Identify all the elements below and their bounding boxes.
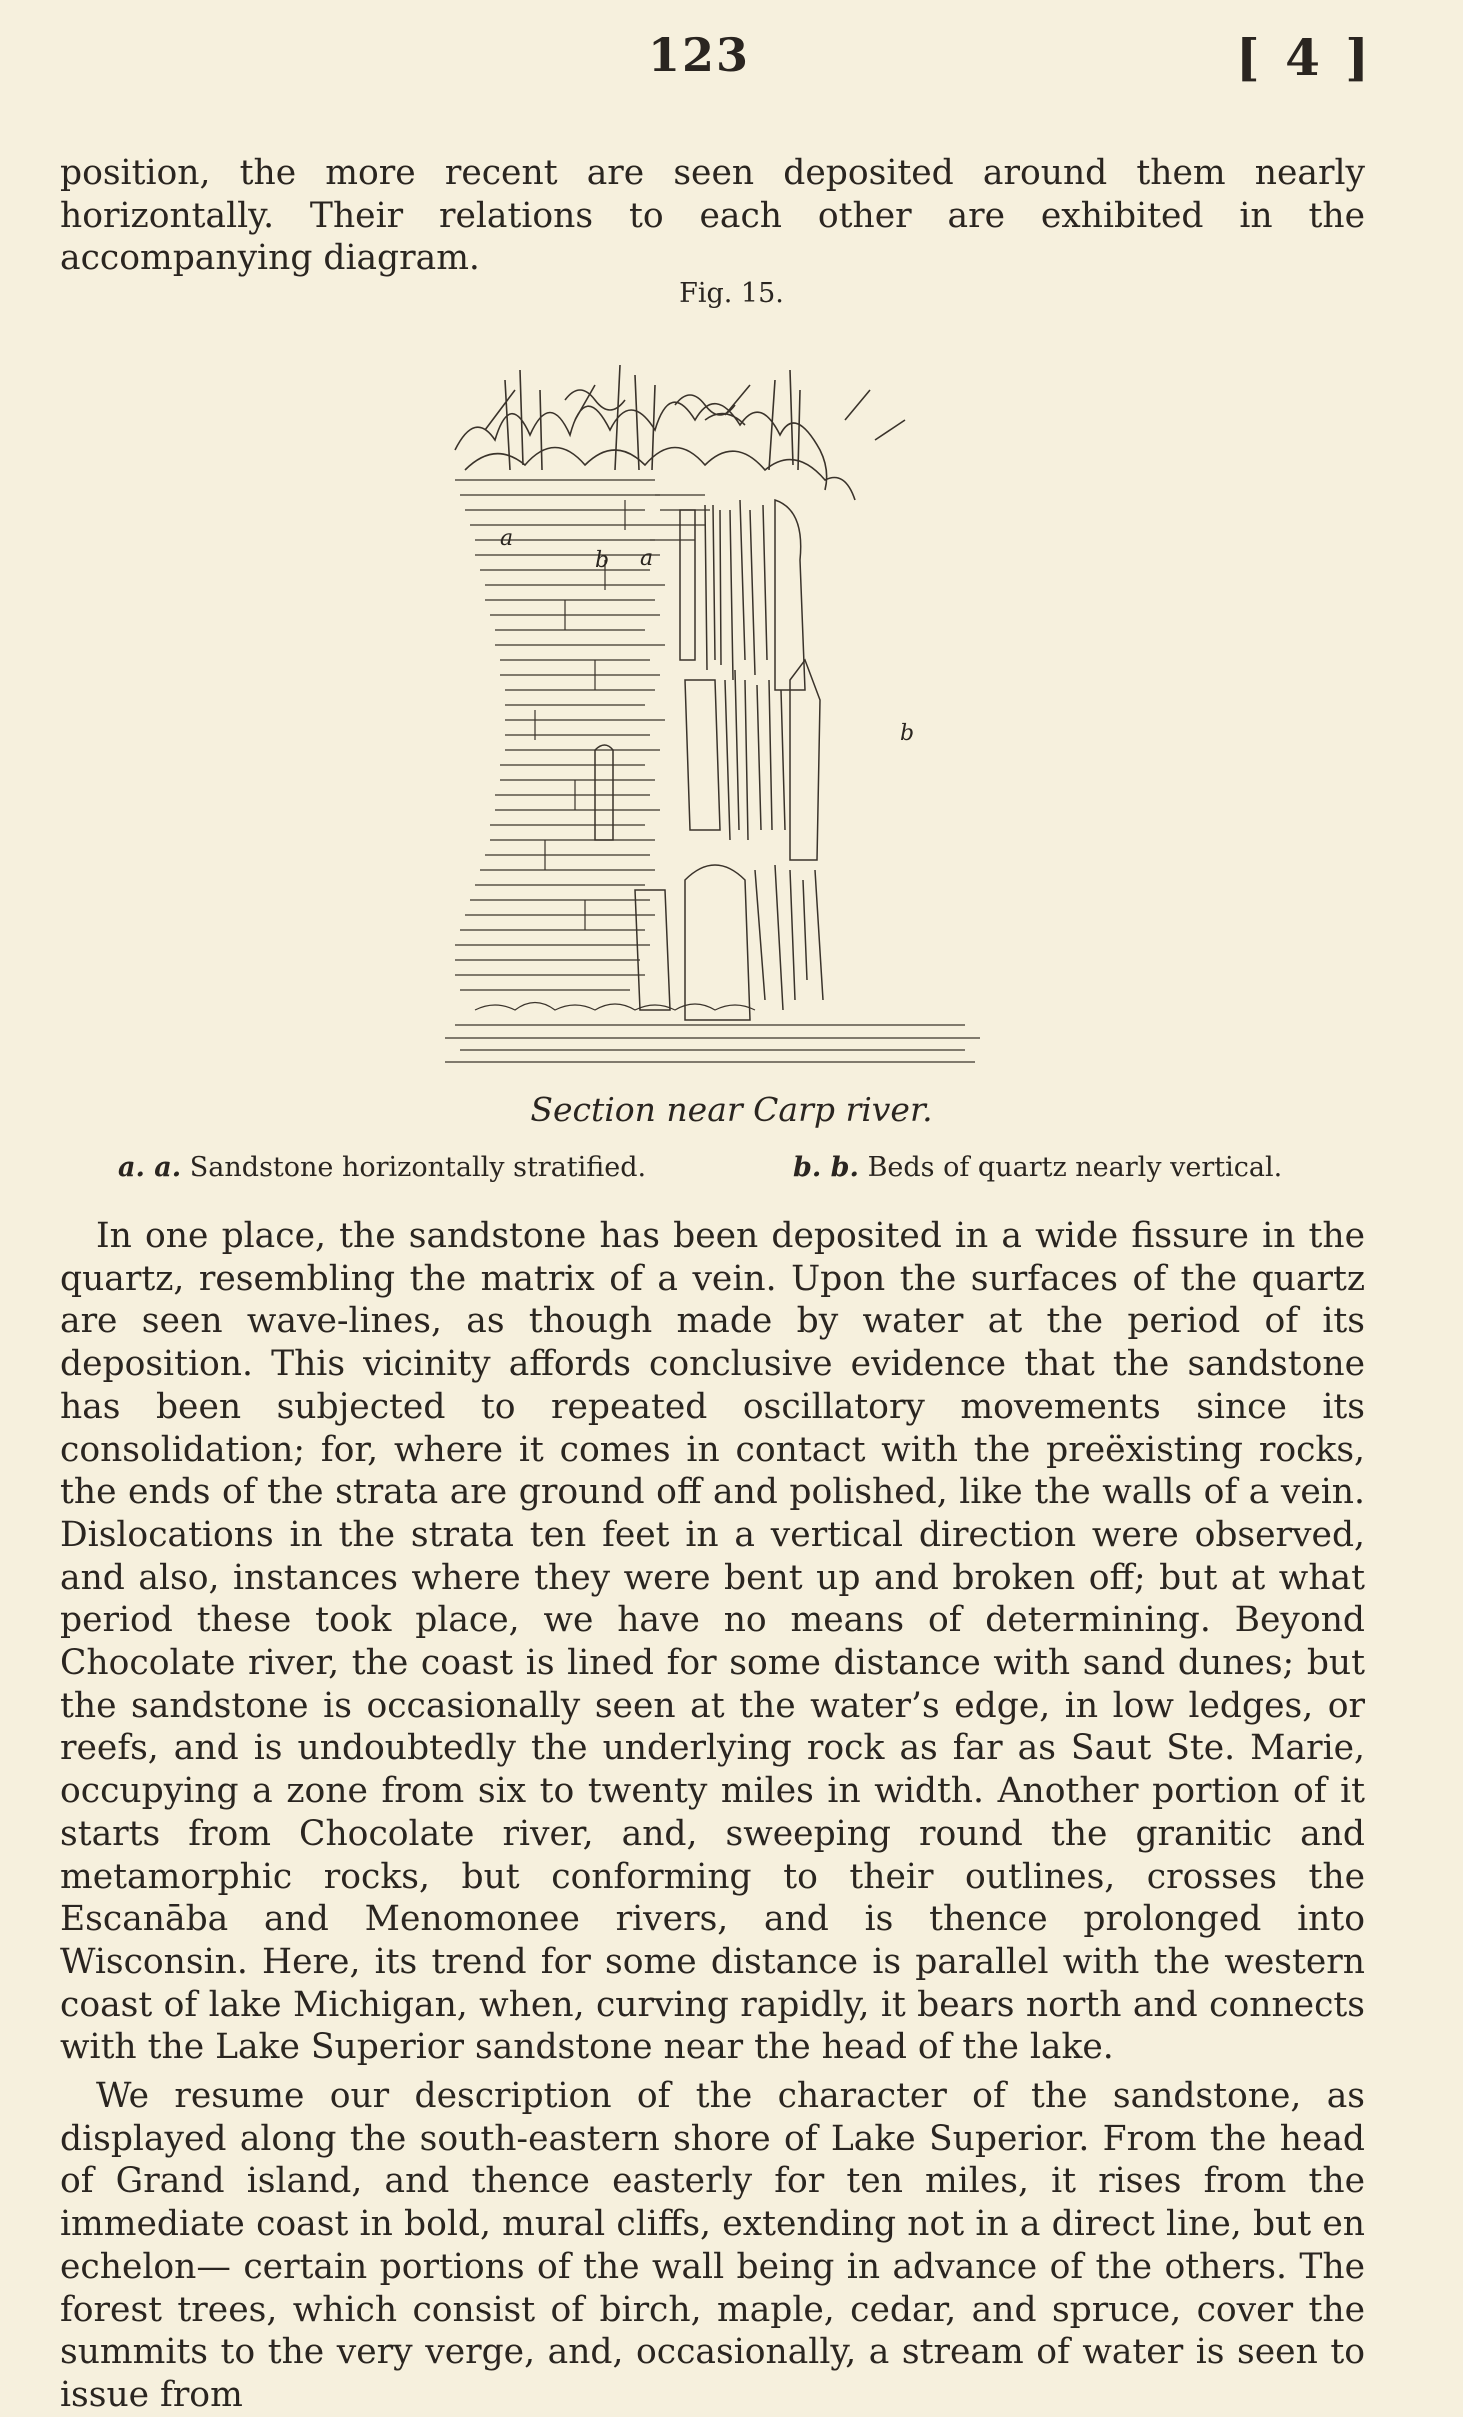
legend-key: b. b. [793,1152,859,1183]
figure-legend [118,1152,1318,1192]
figure-label-a-right: a [640,546,654,571]
paragraph-resume: We resume our description of the character of the sandstone, as displayed along the south-eastern shore of Lake Superior. From the head of Grand island, and thence easterly for ten miles, it rises from the immediate coast in bold, mural cliffs, extending not in a direct line, but en echelon— certain portions of the wall being in advance of the others. The forest trees, which consist of birch, maple, cedar, and spruce, cover the summits to the very verge, and, occasionally, a stream of water is seen to issue from [60,2076,1365,2415]
legend-text: Sandstone horizontally stratified. [189,1152,647,1183]
paragraph-intro: position, the more recent are seen deposited around them nearly horizontally. Their relations to each other are exhibited in the accompanying diagram. [60,153,1365,279]
figure-label: Fig. 15. [679,278,784,309]
legend-item-sandstone [118,1152,646,1183]
figure-label-b-right: b [900,721,915,746]
figure-caption: Section near Carp river. [530,1090,933,1129]
figure-label-a-left: a [500,526,514,551]
legend-key: a. a. [118,1152,182,1183]
sandstone-strata [455,480,710,990]
document-number: [ 4 ] [1236,28,1373,87]
legend-text: Beds of quartz nearly vertical. [867,1152,1283,1183]
figure-label-b-left: b [595,548,610,573]
quartz-beds [595,500,823,1020]
page-number: 123 [648,28,751,82]
rock-section-illustration [445,360,980,1075]
page-header [0,28,1463,98]
legend-item-quartz [793,1152,1282,1183]
paragraph-fissure: In one place, the sandstone has been deposited in a wide fissure in the quartz, resembling the matrix of a vein. Upon the surfaces of the quartz are seen wave-lines, as though made by water at the period of its deposition. This vicinity affords conclusive evidence that the sandstone has been subjected to repeated oscillatory movements since its consolidation; for, where it comes in contact with the preëxisting rocks, the ends of the strata are ground off and polished, like the walls of a vein. Dislocations in the strata ten feet in a vertical direction were observed, and also, instances where they were bent up and broken off; but at what period these took place, we have no means of determining. Beyond Chocolate river, the coast is lined for some distance with sand dunes; but the sandstone is occasionally seen at the water’s edge, in low ledges, or reefs, and is undoubtedly the underlying rock as far as Saut Ste. Marie, occupying a zone from six to twenty miles in width. Another portion of it starts from Chocolate river, and, sweeping round the granitic and metamorphic rocks, but conforming to their outlines, crosses the Escanāba and Menomonee rivers, and is thence prolonged into Wisconsin. Here, its trend for some distance is parallel with the western coast of lake Michigan, when, curving rapidly, it bears north and connects with the Lake Superior sandstone near the head of the lake. [60,1216,1365,2068]
shoreline [445,1003,980,1063]
